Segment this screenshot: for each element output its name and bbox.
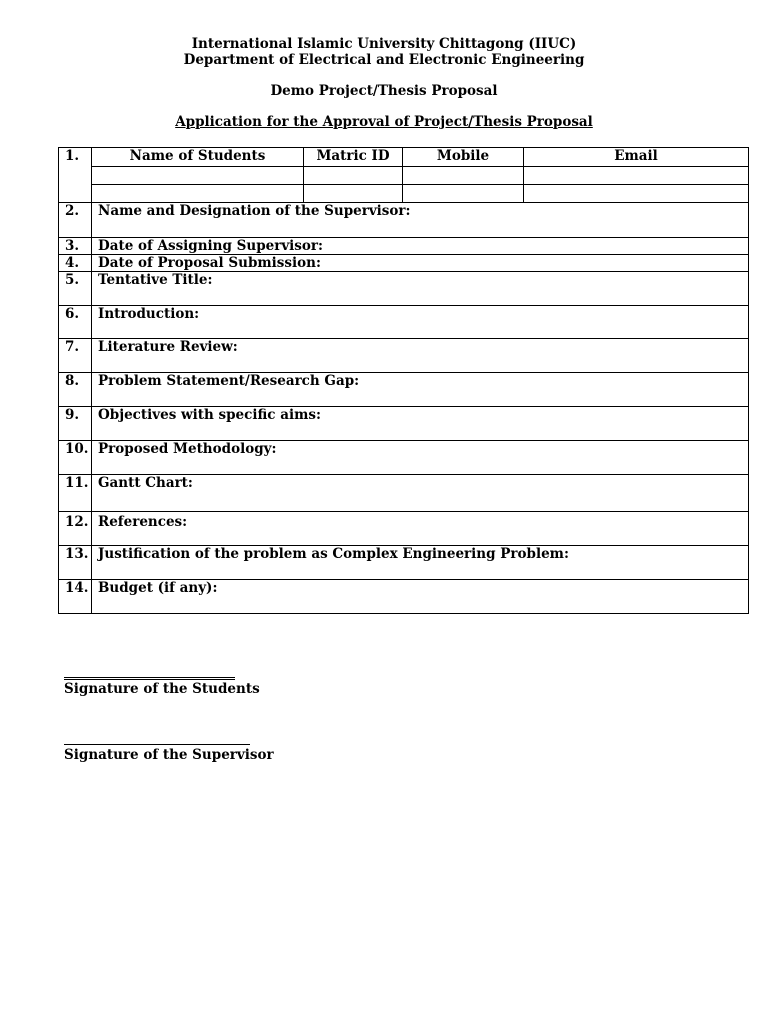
item-label[interactable]: References: xyxy=(92,512,749,546)
item-number: 6. xyxy=(59,306,92,339)
student-matric-cell[interactable] xyxy=(304,167,403,185)
form-row-title xyxy=(59,272,749,306)
student-matric-cell[interactable] xyxy=(304,185,403,203)
item-number: 14. xyxy=(59,580,92,614)
item-number: 13. xyxy=(59,546,92,580)
proposal-form-table xyxy=(58,147,749,614)
form-title: Application for the Approval of Project/Thesis Proposal xyxy=(175,114,593,130)
item-number: 11. xyxy=(59,475,92,512)
student-name-cell[interactable] xyxy=(92,167,304,185)
item-number: 2. xyxy=(59,203,92,238)
supervisor-signature-label: Signature of the Supervisor xyxy=(64,747,274,763)
form-row-supervisor xyxy=(59,203,749,238)
item-label[interactable]: Budget (if any): xyxy=(92,580,749,614)
student-entry-row xyxy=(59,167,749,185)
form-row-gantt-chart xyxy=(59,475,749,512)
item-number: 7. xyxy=(59,339,92,373)
item-label[interactable]: Introduction: xyxy=(92,306,749,339)
form-row-objectives xyxy=(59,407,749,441)
item-number: 1. xyxy=(59,148,92,203)
supervisor-signature-line[interactable] xyxy=(64,744,250,745)
form-row-budget xyxy=(59,580,749,614)
form-row-introduction xyxy=(59,306,749,339)
item-label[interactable]: Justification of the problem as Complex Engineering Problem: xyxy=(92,546,749,580)
item-label[interactable]: Name and Designation of the Supervisor: xyxy=(92,203,749,238)
item-number: 4. xyxy=(59,255,92,272)
form-row-methodology xyxy=(59,441,749,475)
item-label[interactable]: Literature Review: xyxy=(92,339,749,373)
item-label[interactable]: Gantt Chart: xyxy=(92,475,749,512)
student-entry-row xyxy=(59,185,749,203)
document-subtitle: Demo Project/Thesis Proposal xyxy=(270,83,498,99)
form-row-references xyxy=(59,512,749,546)
item-number: 5. xyxy=(59,272,92,306)
item-label[interactable]: Proposed Methodology: xyxy=(92,441,749,475)
form-row-assign-date xyxy=(59,238,749,255)
student-email-cell[interactable] xyxy=(524,167,749,185)
item-label[interactable]: Objectives with specific aims: xyxy=(92,407,749,441)
form-row-submission-date xyxy=(59,255,749,272)
item-number: 12. xyxy=(59,512,92,546)
student-mobile-cell[interactable] xyxy=(403,185,524,203)
student-name-cell[interactable] xyxy=(92,185,304,203)
item-number: 9. xyxy=(59,407,92,441)
department-name: Department of Electrical and Electronic Engineering xyxy=(183,52,585,68)
form-row-problem-statement xyxy=(59,373,749,407)
column-header-matric-id: Matric ID xyxy=(304,148,403,167)
student-email-cell[interactable] xyxy=(524,185,749,203)
column-header-mobile: Mobile xyxy=(403,148,524,167)
students-header-row xyxy=(59,148,749,167)
form-row-literature-review xyxy=(59,339,749,373)
item-label[interactable]: Tentative Title: xyxy=(92,272,749,306)
column-header-email: Email xyxy=(524,148,749,167)
university-name: International Islamic University Chittagong (IIUC) xyxy=(191,36,577,52)
item-number: 10. xyxy=(59,441,92,475)
students-signature-label: Signature of the Students xyxy=(64,681,260,697)
students-signature-line[interactable] xyxy=(64,677,235,680)
item-label[interactable]: Date of Assigning Supervisor: xyxy=(92,238,749,255)
form-row-justification xyxy=(59,546,749,580)
item-label[interactable]: Date of Proposal Submission: xyxy=(92,255,749,272)
column-header-name: Name of Students xyxy=(92,148,304,167)
item-number: 8. xyxy=(59,373,92,407)
item-label[interactable]: Problem Statement/Research Gap: xyxy=(92,373,749,407)
item-number: 3. xyxy=(59,238,92,255)
student-mobile-cell[interactable] xyxy=(403,167,524,185)
